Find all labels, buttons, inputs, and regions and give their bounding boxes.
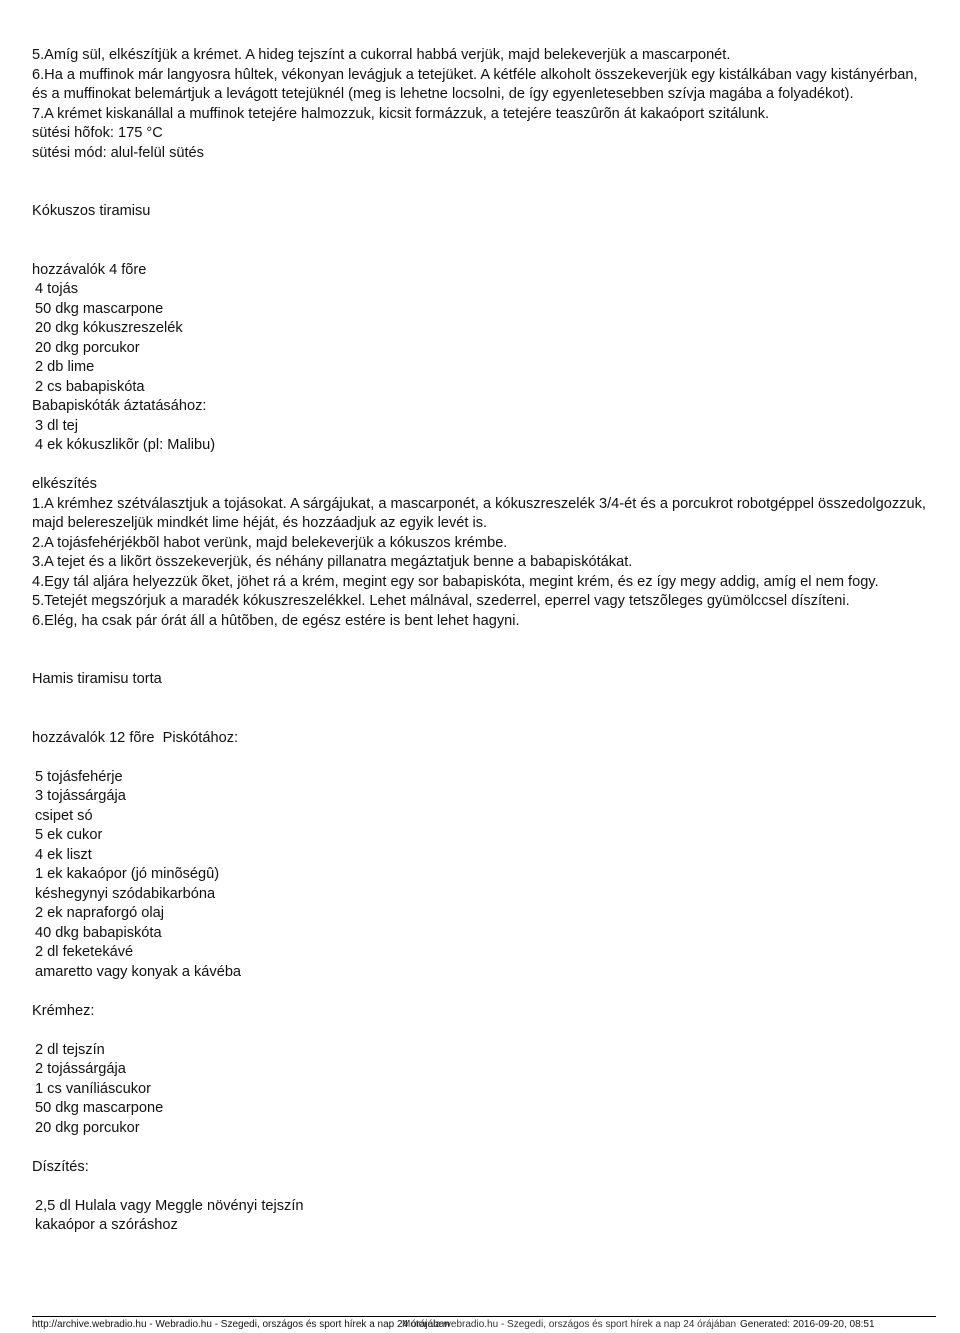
recipe1-step: 2.A tojásfehérjékbõl habot verünk, majd belekeverjük a kókuszos krémbe. [32, 534, 508, 551]
ingredient-item: 1 ek kakaópor (jó minõségû) [35, 866, 220, 882]
intro-step-6: 6.Ha a muffinok már langyosra hûltek, vékonyan levágjuk a tetejüket. A kétféle alkoholt összekeverjük egy kistálkában vagy kistányérban, és a muffinokat belemártjuk a levágott tetejüknél (meg is lehetne locsolni, de így egyenletesebben szívja magába a folyadékot). [32, 66, 918, 102]
recipe1-ingredients-heading: hozzávalók 4 fõre [32, 261, 147, 278]
ingredient-item: 2,5 dl Hulala vagy Meggle növényi tejszín [35, 1197, 304, 1214]
baking-temperature: sütési hõfok: 175 °C [32, 125, 163, 141]
ingredient-item: 4 ek liszt [35, 846, 92, 863]
recipe1-step: 1.A krémhez szétválasztjuk a tojásokat. A sárgájukat, a mascarponét, a kókuszreszelék 3/4-ét és a porcukrot robotgéppel összedolgozzuk, majd belereszeljük mindkét lime héját, és hozzáadjuk az egyik levét is. [32, 495, 926, 531]
ingredient-item: 20 dkg porcukor [35, 1119, 140, 1136]
page-footer [32, 1316, 936, 1333]
ingredient-item: 4 ek kókuszlikõr (pl: Malibu) [35, 437, 216, 453]
ingredient-item: 1 cs vaníliáscukor [35, 1080, 151, 1097]
ingredient-item: 40 dkg babapiskóta [35, 924, 162, 941]
ingredient-item: 50 dkg mascarpone [35, 1100, 164, 1116]
ingredient-item: 3 dl tej [35, 417, 78, 434]
ingredient-item: 2 dl feketekávé [35, 944, 134, 960]
ingredient-item: 2 tojássárgája [35, 1061, 126, 1077]
recipe2-decor-heading: Díszítés: [32, 1158, 89, 1175]
recipe2-cream-heading: Krémhez: [32, 1002, 95, 1019]
ingredient-item: 50 dkg mascarpone [35, 300, 164, 317]
footer-source-link[interactable]: http://archive.webradio.hu - Webradio.hu - Szegedi, országos és sport hírek a nap 24 órájában [32, 1319, 450, 1330]
ingredient-item: 2 db lime [35, 359, 95, 375]
ingredient-item: 2 ek napraforgó olaj [35, 905, 164, 921]
ingredient-item: 4 tojás [35, 281, 78, 297]
ingredient-item: csipet só [35, 807, 93, 824]
ingredient-item: 3 tojássárgája [35, 788, 126, 804]
ingredient-item: kakaópor a szóráshoz [35, 1217, 178, 1233]
ingredient-item: 20 dkg porcukor [35, 339, 140, 356]
recipe1-step: 3.A tejet és a likõrt összekeverjük, és néhány pillanatra megáztatjuk benne a babapiskótákat. [32, 554, 633, 570]
recipe1-title: Kókuszos tiramisu [32, 203, 151, 219]
recipe1-step: 4.Egy tál aljára helyezzük õket, jöhet rá a krém, megint egy sor babapiskóta, megint krém, és ez így megy addig, amíg el nem fogy. [32, 573, 879, 590]
ingredient-item: 5 tojásfehérje [35, 768, 123, 785]
recipe1-step: 6.Elég, ha csak pár órát áll a hûtõben, de egész estére is bent lehet hagyni. [32, 612, 520, 629]
recipe1-method-heading: elkészítés [32, 476, 97, 492]
ingredient-item: amaretto vagy konyak a kávéba [35, 963, 242, 980]
intro-step-7: 7.A krémet kiskanállal a muffinok tetejére halmozzuk, kicsit formázzuk, a tetejére teaszûrõn át kakaóport szitálunk. [32, 105, 770, 122]
ingredient-item: késhegynyi szódabikarbóna [35, 885, 216, 902]
footer-generated: Generated: 2016-09-20, 08:51 [740, 1319, 875, 1330]
document-body [32, 46, 936, 1236]
footer-overlap-text: Motorola webradio.hu - Szegedi, országos és sport hírek a nap 24 órájában [402, 1319, 737, 1330]
recipe2-ingredients-heading: hozzávalók 12 fõre Piskótához: [32, 729, 239, 746]
ingredient-item: 2 dl tejszín [35, 1041, 105, 1058]
recipe1-step: 5.Tetejét megszórjuk a maradék kókuszreszelékkel. Lehet málnával, szederrel, eperrel vagy tetszõleges gyümölccsel díszíteni. [32, 593, 850, 609]
recipe1-soak-heading: Babapiskóták áztatásához: [32, 398, 207, 414]
baking-mode: sütési mód: alul-felül sütés [32, 144, 204, 161]
recipe2-title: Hamis tiramisu torta [32, 671, 162, 687]
intro-step-5: 5.Amíg sül, elkészítjük a krémet. A hideg tejszínt a cukorral habbá verjük, majd belekeverjük a mascarponét. [32, 47, 731, 63]
ingredient-item: 5 ek cukor [35, 827, 103, 843]
ingredient-item: 2 cs babapiskóta [35, 378, 145, 395]
ingredient-item: 20 dkg kókuszreszelék [35, 320, 183, 336]
